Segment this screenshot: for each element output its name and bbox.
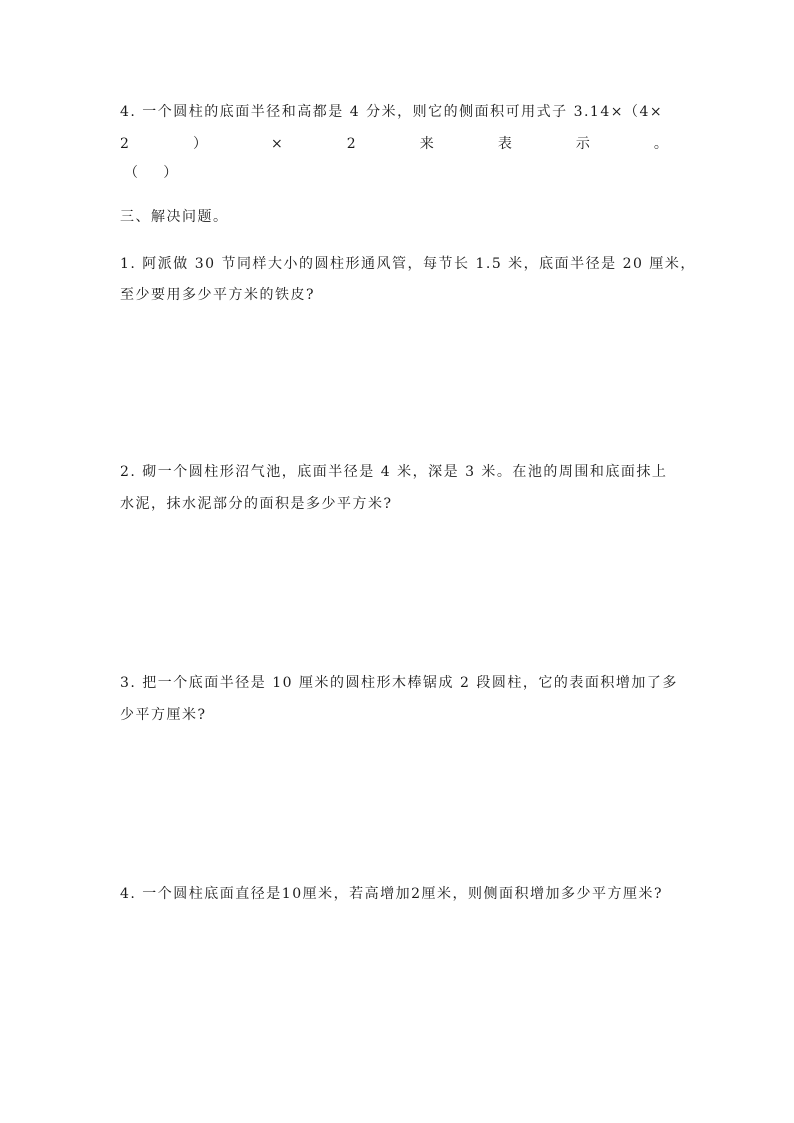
problem-2-line-1: 2. 砌一个圆柱形沼气池，底面半径是 4 米，深是 3 米。在池的周围和底面抹上 — [120, 464, 668, 480]
tf-answer-brackets: （ ） — [124, 165, 179, 181]
tf-question-4-token: 。 — [653, 136, 668, 152]
problem-3-line-2: 少平方厘米? — [120, 707, 207, 723]
tf-question-4-line-1: 4. 一个圆柱的底面半径和高都是 4 分米，则它的侧面积可用式子 3.14×（4× — [120, 104, 664, 120]
tf-question-4-token: × — [271, 136, 283, 152]
tf-question-4-token: ） — [192, 136, 207, 152]
tf-question-4-token: 表 — [497, 136, 512, 152]
tf-question-4-line-2 — [120, 134, 668, 154]
tf-question-4-token: 示 — [575, 136, 590, 152]
problem-2-line-2: 水泥，抹水泥部分的面积是多少平方米? — [120, 496, 393, 512]
problem-4-line-1: 4. 一个圆柱底面直径是10厘米，若高增加2厘米，则侧面积增加多少平方厘米? — [120, 886, 664, 902]
tf-question-4-token: 2 — [120, 136, 129, 152]
section-heading: 三、解决问题。 — [120, 209, 229, 225]
tf-question-4-token: 来 — [419, 136, 434, 152]
problem-1-line-1: 1. 阿派做 30 节同样大小的圆柱形通风管，每节长 1.5 米，底面半径是 20 厘米， — [120, 256, 696, 272]
problem-3-line-1: 3. 把一个底面半径是 10 厘米的圆柱形木棒锯成 2 段圆柱，它的表面积增加了多 — [120, 675, 678, 691]
tf-question-4-token: 2 — [346, 136, 356, 152]
problem-1-line-2: 至少要用多少平方米的铁皮? — [120, 287, 316, 303]
